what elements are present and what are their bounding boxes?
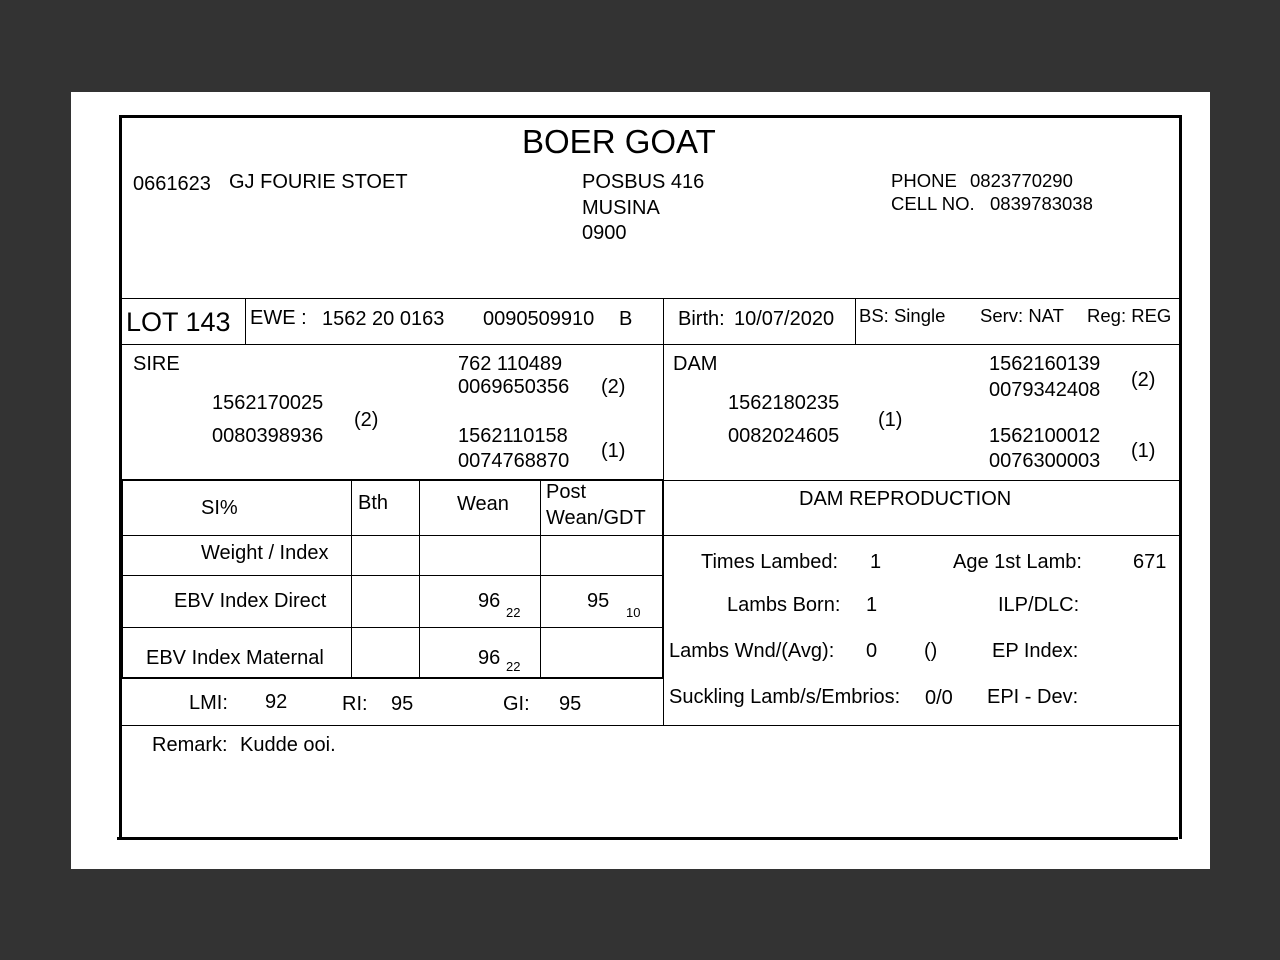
frame-top bbox=[119, 115, 1182, 118]
divider-reproduction bbox=[663, 480, 664, 725]
si-header: SI% bbox=[201, 497, 238, 519]
ilp-dlc-label: ILP/DLC: bbox=[998, 594, 1080, 616]
ri-value: 95 bbox=[391, 693, 414, 715]
ri-label: RI: bbox=[342, 693, 368, 715]
perf-row-divider-1 bbox=[121, 535, 663, 536]
weight-index-label: Weight / Index bbox=[201, 542, 329, 564]
lmi-value: 92 bbox=[265, 691, 288, 713]
perf-row-divider-3 bbox=[121, 627, 663, 628]
reproduction-title: DAM REPRODUCTION bbox=[799, 488, 1012, 510]
cell-number: 0839783038 bbox=[990, 193, 1093, 214]
birth-status: BS: Single bbox=[859, 305, 946, 326]
perf-col-divider-1 bbox=[351, 480, 352, 678]
ebv-direct-post: 95 bbox=[587, 590, 610, 612]
lambs-born-label: Lambs Born: bbox=[727, 594, 841, 616]
sire-dam-registration: 0074768870 bbox=[458, 450, 570, 472]
sire-sire-grade: (2) bbox=[601, 376, 626, 398]
dam-label: DAM bbox=[673, 353, 718, 375]
post-wean-header-2: Wean/GDT bbox=[546, 507, 646, 529]
remark-label: Remark: bbox=[152, 734, 228, 756]
dam-dam-id: 1562100012 bbox=[989, 425, 1101, 447]
dam-sire-registration: 0079342408 bbox=[989, 379, 1101, 401]
lot-number: LOT 143 bbox=[126, 307, 231, 337]
divider-lot-bottom bbox=[121, 344, 1179, 345]
lambs-weaned-label: Lambs Wnd/(Avg): bbox=[669, 640, 835, 662]
post-wean-header-1: Post bbox=[546, 481, 587, 503]
birth-label: Birth: bbox=[678, 308, 725, 330]
sire-id: 1562170025 bbox=[212, 392, 324, 414]
frame-bottom bbox=[117, 837, 1178, 840]
ewe-id: 1562 20 0163 bbox=[322, 308, 445, 330]
breeder-name: GJ FOURIE STOET bbox=[229, 171, 408, 193]
ep-index-label: EP Index: bbox=[992, 640, 1079, 662]
address-line-1: POSBUS 416 bbox=[582, 171, 705, 193]
wean-header: Wean bbox=[457, 493, 509, 515]
sire-registration: 0080398936 bbox=[212, 425, 324, 447]
phone-label: PHONE bbox=[891, 170, 957, 191]
ewe-grade: B bbox=[619, 308, 633, 330]
gi-value: 95 bbox=[559, 693, 582, 715]
dam-dam-grade: (1) bbox=[1131, 440, 1156, 462]
gi-label: GI: bbox=[503, 693, 530, 715]
dam-registration: 0082024605 bbox=[728, 425, 840, 447]
suckling-label: Suckling Lamb/s/Embrios: bbox=[669, 686, 901, 708]
frame-right bbox=[1179, 115, 1182, 839]
ewe-label: EWE : bbox=[250, 307, 307, 329]
ebv-direct-wean-accuracy: 22 bbox=[506, 605, 521, 620]
divider-lot-1 bbox=[245, 298, 246, 345]
divider-lot-2 bbox=[663, 298, 664, 345]
lambs-weaned-average: () bbox=[924, 640, 938, 662]
ebv-direct-wean: 96 bbox=[478, 590, 501, 612]
divider-reproduction-header bbox=[663, 535, 1179, 536]
dam-sire-id: 1562160139 bbox=[989, 353, 1101, 375]
times-lambed-label: Times Lambed: bbox=[701, 551, 839, 573]
registration-type: Reg: REG bbox=[1087, 305, 1172, 326]
perf-col-divider-2 bbox=[419, 480, 420, 678]
epi-dev-label: EPI - Dev: bbox=[987, 686, 1079, 708]
breeder-code: 0661623 bbox=[133, 173, 211, 195]
dam-id: 1562180235 bbox=[728, 392, 840, 414]
sire-grade: (2) bbox=[354, 409, 379, 431]
divider-pedigree-bottom-right bbox=[663, 480, 1179, 481]
service-type: Serv: NAT bbox=[980, 305, 1064, 326]
divider-pedigree bbox=[663, 344, 664, 480]
lmi-label: LMI: bbox=[189, 692, 228, 714]
ebv-maternal-label: EBV Index Maternal bbox=[146, 647, 324, 669]
cell-label: CELL NO. bbox=[891, 193, 975, 214]
suckling-value: 0/0 bbox=[925, 687, 953, 709]
age-first-lamb-label: Age 1st Lamb: bbox=[953, 551, 1082, 573]
divider-remark-top bbox=[121, 725, 1179, 726]
ebv-direct-label: EBV Index Direct bbox=[174, 590, 327, 612]
perf-table-bottom bbox=[121, 677, 664, 679]
divider-lot-3 bbox=[855, 298, 856, 345]
lambs-born-value: 1 bbox=[866, 594, 878, 616]
remark-text: Kudde ooi. bbox=[240, 734, 336, 756]
bth-header: Bth bbox=[358, 492, 389, 514]
address-line-3: 0900 bbox=[582, 222, 627, 244]
sire-dam-id: 1562110158 bbox=[458, 425, 568, 447]
ebv-direct-post-accuracy: 10 bbox=[626, 605, 641, 620]
dam-grade: (1) bbox=[878, 409, 903, 431]
phone-number: 0823770290 bbox=[970, 170, 1073, 191]
dam-dam-registration: 0076300003 bbox=[989, 450, 1101, 472]
sire-sire-id: 762 110489 bbox=[458, 353, 563, 375]
age-first-lamb-value: 671 bbox=[1133, 551, 1167, 573]
sire-sire-registration: 0069650356 bbox=[458, 376, 570, 398]
lambs-weaned-value: 0 bbox=[866, 640, 878, 662]
birth-date: 10/07/2020 bbox=[734, 308, 835, 330]
frame-left bbox=[119, 115, 122, 839]
ewe-registration: 0090509910 bbox=[483, 308, 595, 330]
ebv-maternal-wean: 96 bbox=[478, 647, 501, 669]
perf-table-left bbox=[121, 480, 123, 678]
dam-sire-grade: (2) bbox=[1131, 369, 1156, 391]
address-line-2: MUSINA bbox=[582, 197, 660, 219]
card-title: BOER GOAT bbox=[522, 123, 716, 160]
perf-row-divider-2 bbox=[121, 575, 663, 576]
perf-col-divider-3 bbox=[540, 480, 541, 678]
times-lambed-value: 1 bbox=[870, 551, 882, 573]
sire-dam-grade: (1) bbox=[601, 440, 626, 462]
sire-label: SIRE bbox=[133, 353, 180, 375]
ebv-maternal-wean-accuracy: 22 bbox=[506, 659, 521, 674]
divider-lot-top bbox=[121, 298, 1179, 299]
